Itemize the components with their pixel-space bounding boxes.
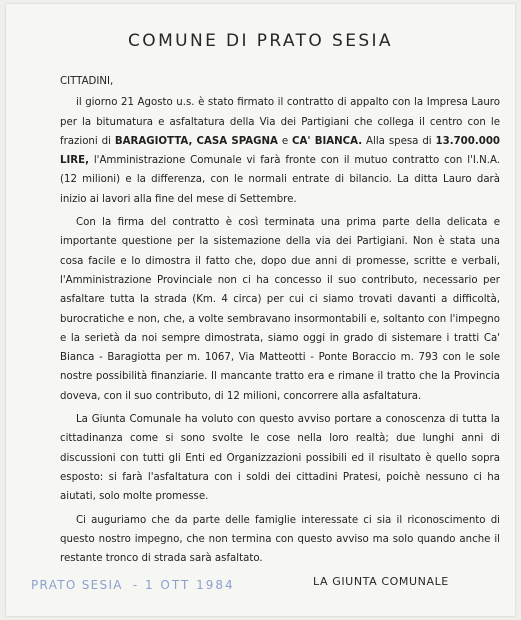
paragraph-2: Con la firma del contratto è così terminata una prima parte della delicata e importante questione per la sistemazione della via dei Partigiani. Non è stata una cosa facile e lo dimostra il fatto che, dopo due anni di promesse, scritte e verbali, l'Amministrazione Provinciale non ci ha concesso il suo contributo, necessario per asfaltare tutta la strada (Km. 4 circa) per cui ci siamo trovati davanti a difficoltà, burocratiche e non, che, a volte sembravano insormontabili e, soltanto con l'impegno e la serietà da noi sempre dimostrata, siamo oggi in grado di sistemare i tratti Ca' Bianca - Baragiotta per m. 1067, Via Matteotti - Ponte Boraccio m. 793 con le sole nostre possibilità finanziarie. Il mancante tratto era e rimane il tratto che la Provincia doveva, con il suo contributo, di 12 milioni, concorrere alla asfaltatura. [60, 217, 500, 402]
cost-amount: 13.700.000 LIRE, [60, 135, 500, 167]
stamp-date: - 1 OTT 1984 [132, 578, 235, 592]
paragraph-1 [60, 93, 500, 209]
document-body [60, 72, 500, 568]
paragraph-1-text-c: e [277, 135, 293, 147]
paragraph-1-text-a: il giorno 21 Agosto u.s. è stato firmato il contratto di appalto con la Impresa Lauro per la bitumatura e asfaltatura della Via dei Partigiani che collega il centro con le frazioni di [60, 97, 500, 147]
hamlet-names: BARAGIOTTA, CASA SPAGNA [114, 135, 278, 147]
paragraph-1-text-g: l'Amministrazione Comunale vi farà fronte con il mutuo contratto con l'I.N.A. (12 milioni) e la differenza, con le normali entrate di bilancio. La ditta Lauro darà inizio ai lavori alla fine del mese di Settembre. [60, 155, 500, 205]
paragraph-3: La Giunta Comunale ha voluto con questo avviso portare a conoscenza di tutta la cittadinanza come si sono svolte le cose nella loro realtà; due lunghi anni di discussioni con tutti gli Enti ed Organizzazioni possibili ed il risultato è quello sopra esposto: si farà l'asfaltatura con i soldi dei cittadini Pratesi, poichè nessuno ci ha aiutati, solo molte promesse. [60, 414, 500, 503]
hamlet-name-ca-bianca: CA' BIANCA. [292, 135, 363, 147]
document-title: COMUNE DI PRATO SESIA [128, 31, 393, 51]
stamp-place: PRATO SESIA [31, 578, 123, 592]
paragraph-4: Ci auguriamo che da parte delle famiglie interessate ci sia il riconoscimento di questo nostro impegno, che non termina con questo avviso ma solo quando anche il restante tronco di strada sarà asfaltato. [60, 514, 500, 565]
date-stamp [31, 578, 235, 592]
signature: LA GIUNTA COMUNALE [313, 575, 449, 588]
salutation: CITTADINI, [60, 76, 114, 87]
paragraph-1-text-e: Alla spesa di [362, 135, 436, 147]
